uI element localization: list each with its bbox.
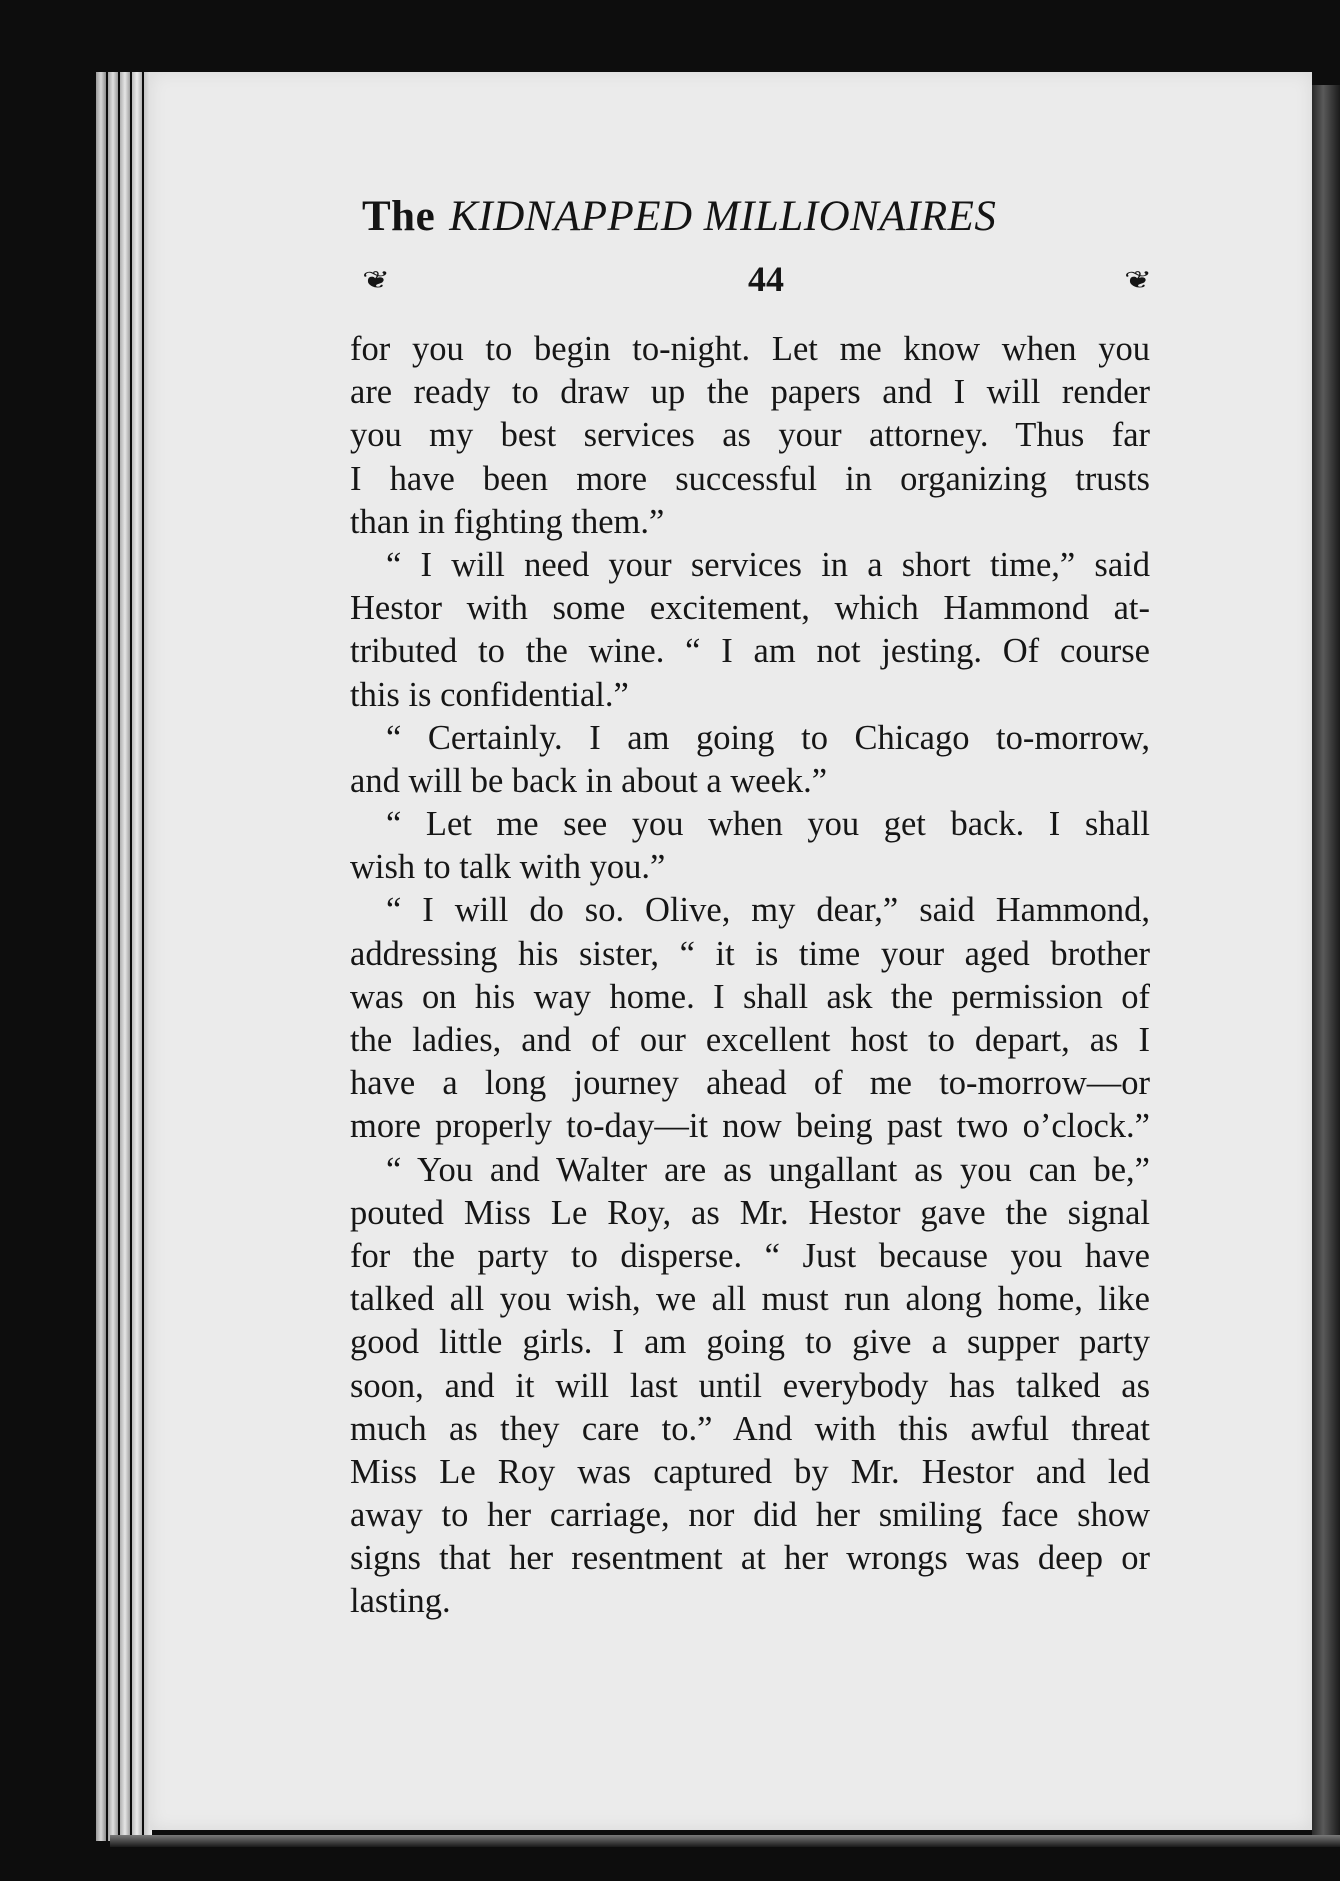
- text-line: for the party to disperse. “ Just because you have: [350, 1236, 1150, 1275]
- text-line: good little girls. I am going to give a supper party: [350, 1323, 1150, 1362]
- text-line: “ You and Walter are as ungallant as you can be,”: [386, 1150, 1150, 1189]
- text-line: was on his way home. I shall ask the permission of: [350, 977, 1150, 1016]
- text-line: wish to talk with you.”: [350, 848, 666, 887]
- fleuron-right-icon: ❦: [1123, 266, 1153, 294]
- text-line: have a long journey ahead of me to-morrow—or: [350, 1064, 1150, 1103]
- text-line: lasting.: [350, 1582, 451, 1621]
- text-line: addressing his sister, “ it is time your aged brother: [350, 934, 1150, 973]
- fleuron-left-icon: ❦: [361, 266, 391, 294]
- text-line: and will be back in about a week.”: [350, 761, 828, 800]
- text-line: than in fighting them.”: [350, 502, 665, 541]
- page-number: 44: [748, 259, 784, 299]
- page-edge: [132, 72, 142, 1841]
- text-line: Miss Le Roy was captured by Mr. Hestor and led: [350, 1452, 1150, 1491]
- text-line: away to her carriage, nor did her smiling face show: [350, 1496, 1150, 1535]
- page-number-row: [362, 256, 1156, 306]
- text-line: talked all you wish, we all must run along home, like: [350, 1280, 1150, 1319]
- text-line: I have been more successful in organizing trusts: [350, 459, 1150, 498]
- running-head-prefix: The: [362, 193, 436, 240]
- text-line: pouted Miss Le Roy, as Mr. Hestor gave the signal: [350, 1193, 1150, 1232]
- text-line: much as they care to.” And with this awful threat: [350, 1409, 1150, 1448]
- running-head: [362, 192, 1162, 252]
- page-edge: [96, 72, 106, 1841]
- running-head-title: KIDNAPPED MILLIONAIRES: [449, 193, 997, 240]
- page-edge: [120, 72, 130, 1841]
- text-line: “ Certainly. I am going to Chicago to-morrow,: [386, 718, 1150, 757]
- text-line: Hestor with some excitement, which Hammond at-: [350, 589, 1150, 628]
- page-edge: [108, 72, 118, 1841]
- text-line: you my best services as your attorney. Thus far: [350, 416, 1150, 455]
- text-line: “ Let me see you when you get back. I shall: [386, 805, 1150, 844]
- text-line: this is confidential.”: [350, 675, 629, 714]
- text-line: “ I will do so. Olive, my dear,” said Hammond,: [386, 891, 1150, 930]
- text-line: tributed to the wine. “ I am not jesting. Of course: [350, 632, 1150, 671]
- text-line: “ I will need your services in a short time,” said: [386, 545, 1150, 584]
- text-line: the ladies, and of our excellent host to depart, as I: [350, 1021, 1150, 1059]
- text-line: soon, and it will last until everybody has talked as: [350, 1366, 1150, 1405]
- body-text: [350, 328, 1150, 1624]
- scan-border-bottom: [110, 1835, 1340, 1847]
- text-line: more properly to-day—it now being past two o’clock.”: [350, 1107, 1150, 1146]
- text-line: signs that her resentment at her wrongs was deep or: [350, 1539, 1150, 1578]
- text-line: for you to begin to-night. Let me know when you: [350, 330, 1150, 368]
- text-line: are ready to draw up the papers and I will render: [350, 373, 1150, 412]
- scan-border-right: [1312, 85, 1340, 1841]
